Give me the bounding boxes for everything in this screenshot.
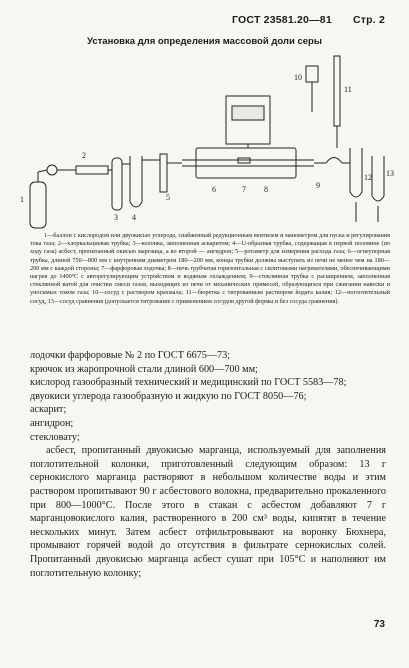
rotameter [160, 154, 167, 192]
filter-tube [314, 158, 350, 164]
paragraph: ангидрон; [30, 417, 74, 429]
label-2: 2 [82, 151, 86, 160]
label-9: 9 [316, 181, 320, 190]
label-13: 13 [386, 169, 394, 178]
paragraph: крючок из жаропрочной стали длиной 600—700 мм; [30, 363, 258, 375]
chloride-tube [57, 166, 108, 174]
comparison-vessel [372, 156, 384, 201]
paragraph: стекловату; [30, 431, 80, 443]
label-3: 3 [114, 213, 118, 222]
label-8: 8 [264, 185, 268, 194]
paragraph: кислород газообразный технический и медицинский по ГОСТ 5583—78; [30, 377, 347, 389]
page-header [232, 14, 385, 26]
label-6: 6 [212, 185, 216, 194]
standard-number: ГОСТ 23581.20—81 [232, 14, 332, 26]
figure-title: Установка для определения массовой доли серы [87, 36, 322, 47]
starch-vessel [306, 66, 318, 82]
caption-text: 1—баллон с кислородом или двуокисью углерода, снабженный редукционным вентилем и манометром для пуска и регулирования тока газа; 2—хлоркальциевая трубка; 3—колонка, заполненная аскаритом; 4—U-образная трубка, содержащая в первой половине (по ходу газа) асбест, пропитанный окисью марганца, а во второй — ангидрон; 5—ротаметр для измерения расхода газа; 6—огнеупорная трубка, длиной 750—800 мм с внутренним диаметром 180—200 мм, концы трубки должны выступать из печи не менее чем на 180—200 мм с каждой стороны; 7—фарфоровая лодочка; 8—печь трубчатая горизонтальная с силитовыми нагревателями, обеспечивающими нагрев до 1400°С с авторегулирующим устройством и водяным охлаждением; 9—стеклянная трубка с расширением, заполненная стеклянной ватой для очистки смеси газов, выходящих из печи от механических примесей, образующихся при сжигании навески и уносимых током газа; 10—сосуд с раствором крахмала; 11—бюретка с титрованным раствором йодата калия; 12—поглотительный сосуд, 13—сосуд сравнения (допускается титрование с применением сосудов другой формы и без сосуда сравнения). [30, 232, 390, 305]
page-label: Стр. 2 [352, 14, 385, 26]
label-5: 5 [166, 193, 170, 202]
main-text [30, 349, 386, 580]
label-4: 4 [132, 213, 136, 222]
absorption-vessel [350, 148, 362, 197]
u-tube [130, 156, 142, 207]
burette [334, 56, 340, 126]
label-1: 1 [20, 195, 24, 204]
figure-caption [30, 232, 390, 306]
ascarite-column [112, 158, 122, 210]
apparatus-diagram [16, 52, 396, 230]
label-12: 12 [364, 173, 372, 182]
paragraph: лодочки фарфоровые № 2 по ГОСТ 6675—73; [30, 350, 231, 361]
page-number: 73 [373, 619, 385, 630]
label-10: 10 [294, 73, 302, 82]
paragraph: аскарит; [30, 404, 67, 416]
label-7: 7 [242, 185, 246, 194]
label-11: 11 [344, 85, 352, 94]
paragraph: асбест, пропитанный двуокисью марганца, используемый для заполнения поглотительной колонки, приготовленный следующим образом: 13 г сернокислого марганца растворяют в небольшом количестве воды и этим раствором пропитывают 90 г асбестового волокна, предварительно прокаленного при 800—1000°С. После этого в стакан с асбестом добавляют 7 г марганцовокислого калия, растворенного в 200 см³ воды, кипятят в течение нескольких минут. Затем асбест отфильтровывают на воронку Бюхнера, промывают горячей водой до отсутствия в фильтрате сернокислых солей. Пропитанный двуокисью марганца асбест сушат при 105°С и наполняют им поглотительную колонку; [30, 445, 386, 579]
paragraph: двуокиси углерода газообразную и жидкую по ГОСТ 8050—76; [30, 390, 307, 402]
manometer [47, 165, 57, 175]
gas-cylinder [30, 182, 46, 228]
